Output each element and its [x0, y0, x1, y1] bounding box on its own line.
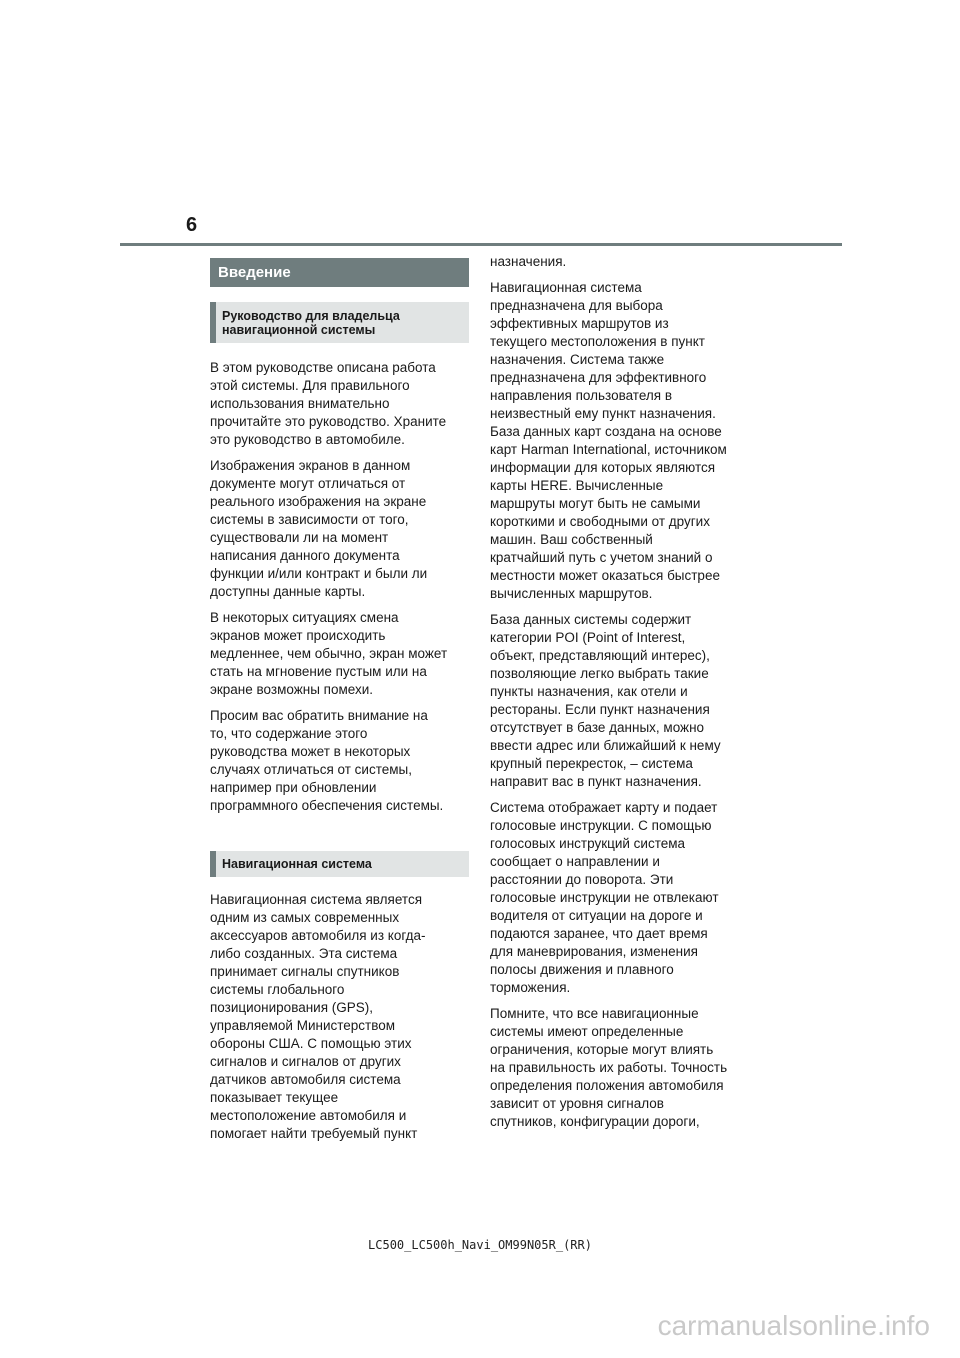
paragraph	[490, 279, 748, 603]
paragraph-line: сигналов и сигналов от других	[210, 1054, 401, 1069]
paragraph-line: База данных карт создана на основе	[490, 424, 722, 439]
paragraph-line: аксессуаров автомобиля из когда-	[210, 928, 426, 943]
paragraph-line: либо созданных. Эта система	[210, 946, 398, 961]
paragraph-line: экранов может происходить	[210, 628, 386, 643]
footer-code: LC500_LC500h_Navi_OM99N05R_(RR)	[368, 1238, 592, 1252]
paragraph-line: использования внимательно	[210, 396, 390, 411]
paragraph-line: В некоторых ситуациях смена	[210, 610, 399, 625]
paragraph-line: направления пользователя в	[490, 388, 673, 403]
paragraph-line: одним из самых современных	[210, 910, 400, 925]
paragraph-line: назначения.	[490, 254, 567, 269]
paragraph-line: написания данного документа	[210, 548, 400, 563]
paragraph-line: позволяющие легко выбрать такие	[490, 666, 709, 681]
paragraph-line: категории POI (Point of Interest,	[490, 630, 686, 645]
paragraph-line: короткими и свободными от других	[490, 514, 710, 529]
paragraph-line: системы глобального	[210, 982, 345, 997]
paragraph-line: подаются заранее, что дает время	[490, 926, 708, 941]
paragraph	[490, 799, 748, 997]
paragraph-line: Система отображает карту и подает	[490, 800, 718, 815]
paragraph-line: медленнее, чем обычно, экран может	[210, 646, 448, 661]
paragraph-line: информации для которых являются	[490, 460, 716, 475]
paragraph-line: для маневрирования, изменения	[490, 944, 698, 959]
paragraph-line: спутников, конфигурации дороги,	[490, 1114, 700, 1129]
paragraph-line: крупный перекресток, – система	[490, 756, 693, 771]
subsection-owners-manual	[210, 302, 469, 343]
paragraph-line: вычисленных маршрутов.	[490, 586, 653, 601]
paragraph-line: направит вас в пункт назначения.	[490, 774, 702, 789]
paragraph	[210, 609, 469, 699]
paragraph-line: показывает текущее	[210, 1090, 339, 1105]
paragraph-line: сообщает о направлении и	[490, 854, 660, 869]
paragraph-line: случаях отличаться от системы,	[210, 762, 412, 777]
paragraph-line: База данных системы содержит	[490, 612, 692, 627]
paragraph-line: кратчайший путь с учетом знаний о	[490, 550, 713, 565]
paragraph-line: торможения.	[490, 980, 571, 995]
paragraph-line: экране возможны помехи.	[210, 682, 374, 697]
left-paragraphs-2	[210, 891, 469, 1143]
paragraph-line: объект, представляющий интерес),	[490, 648, 710, 663]
paragraph-line: руководства может в некоторых	[210, 744, 411, 759]
paragraph	[210, 891, 469, 1143]
paragraph-line: Навигационная система является	[210, 892, 422, 907]
paragraph	[490, 1005, 748, 1131]
paragraph-line: карты HERE. Вычисленные	[490, 478, 664, 493]
paragraph-line: машин. Ваш собственный	[490, 532, 653, 547]
right-column	[490, 253, 748, 1139]
paragraph-line: принимает сигналы спутников	[210, 964, 400, 979]
paragraph-line: управляемой Министерством	[210, 1018, 396, 1033]
paragraph	[490, 611, 748, 791]
paragraph	[490, 253, 748, 271]
paragraph-line: рестораны. Если пункт назначения	[490, 702, 710, 717]
paragraph-line: прочитайте это руководство. Храните	[210, 414, 447, 429]
paragraph-line: этой системы. Для правильного	[210, 378, 410, 393]
paragraph-line: пункты назначения, как отели и	[490, 684, 688, 699]
paragraph-line: это руководство в автомобиле.	[210, 432, 405, 447]
paragraph-line: текущего местоположения в пункт	[490, 334, 705, 349]
paragraph-line: датчиков автомобиля система	[210, 1072, 401, 1087]
paragraph-line: реального изображения на экране	[210, 494, 427, 509]
paragraph-line: местоположение автомобиля и	[210, 1108, 407, 1123]
paragraph-line: голосовые инструкции не отвлекают	[490, 890, 719, 905]
paragraph-line: функции и/или контракт и были ли	[210, 566, 428, 581]
paragraph-line: определения положения автомобиля	[490, 1078, 724, 1093]
section-title: Введение	[210, 258, 469, 287]
paragraph-line: системы в зависимости от того,	[210, 512, 409, 527]
paragraph-line: документе могут отличаться от	[210, 476, 406, 491]
paragraph-line: зависит от уровня сигналов	[490, 1096, 664, 1111]
watermark: carmanualsonline.info	[657, 1310, 930, 1341]
paragraph-line: неизвестный ему пункт назначения.	[490, 406, 716, 421]
left-column	[210, 258, 469, 1151]
paragraph-line: системы имеют определенные	[490, 1024, 684, 1039]
right-paragraphs	[490, 253, 748, 1131]
paragraph-line: стать на мгновение пустым или на	[210, 664, 427, 679]
paragraph-line: голосовые инструкции. С помощью	[490, 818, 712, 833]
paragraph	[210, 707, 469, 815]
paragraph-line: ограничения, которые могут влиять	[490, 1042, 714, 1057]
paragraph-line: эффективных маршрутов из	[490, 316, 669, 331]
header-rule	[120, 243, 842, 246]
paragraph-line: водителя от ситуации на дороге и	[490, 908, 703, 923]
paragraph-line: карт Harman International, источником	[490, 442, 727, 457]
paragraph-line: ввести адрес или ближайший к нему	[490, 738, 721, 753]
paragraph-line: маршруты могут быть не самыми	[490, 496, 701, 511]
paragraph-line: помогает найти требуемый пункт	[210, 1126, 418, 1141]
paragraph-line: полосы движения и плавного	[490, 962, 674, 977]
subsection-navigation-system: Навигационная система	[210, 851, 469, 877]
paragraph-line: голосовых инструкций система	[490, 836, 686, 851]
paragraph-line: Навигационная система	[490, 280, 642, 295]
paragraph-line: Помните, что все навигационные	[490, 1006, 699, 1021]
paragraph-line: то, что содержание этого	[210, 726, 368, 741]
left-paragraphs	[210, 359, 469, 815]
paragraph	[210, 359, 469, 449]
paragraph-line: назначения. Система также	[490, 352, 665, 367]
paragraph-line: существовали ли на момент	[210, 530, 389, 545]
paragraph-line: отсутствует в базе данных, можно	[490, 720, 705, 735]
paragraph-line: доступны данные карты.	[210, 584, 366, 599]
paragraph	[210, 457, 469, 601]
page-number: 6	[186, 214, 198, 236]
paragraph-line: предназначена для выбора	[490, 298, 663, 313]
paragraph-line: Просим вас обратить внимание на	[210, 708, 428, 723]
paragraph-line: Изображения экранов в данном	[210, 458, 411, 473]
subsection-title-line: Руководство для владельца	[222, 309, 400, 323]
paragraph-line: программного обеспечения системы.	[210, 798, 444, 813]
paragraph-line: на правильность их работы. Точность	[490, 1060, 728, 1075]
paragraph-line: местности может оказаться быстрее	[490, 568, 720, 583]
paragraph-line: позиционирования (GPS),	[210, 1000, 374, 1015]
paragraph-line: В этом руководстве описана работа	[210, 360, 436, 375]
paragraph-line: расстоянии до поворота. Эти	[490, 872, 674, 887]
subsection-title-line: навигационной системы	[222, 323, 376, 337]
paragraph-line: например при обновлении	[210, 780, 377, 795]
paragraph-line: обороны США. С помощью этих	[210, 1036, 412, 1051]
paragraph-line: предназначена для эффективного	[490, 370, 707, 385]
